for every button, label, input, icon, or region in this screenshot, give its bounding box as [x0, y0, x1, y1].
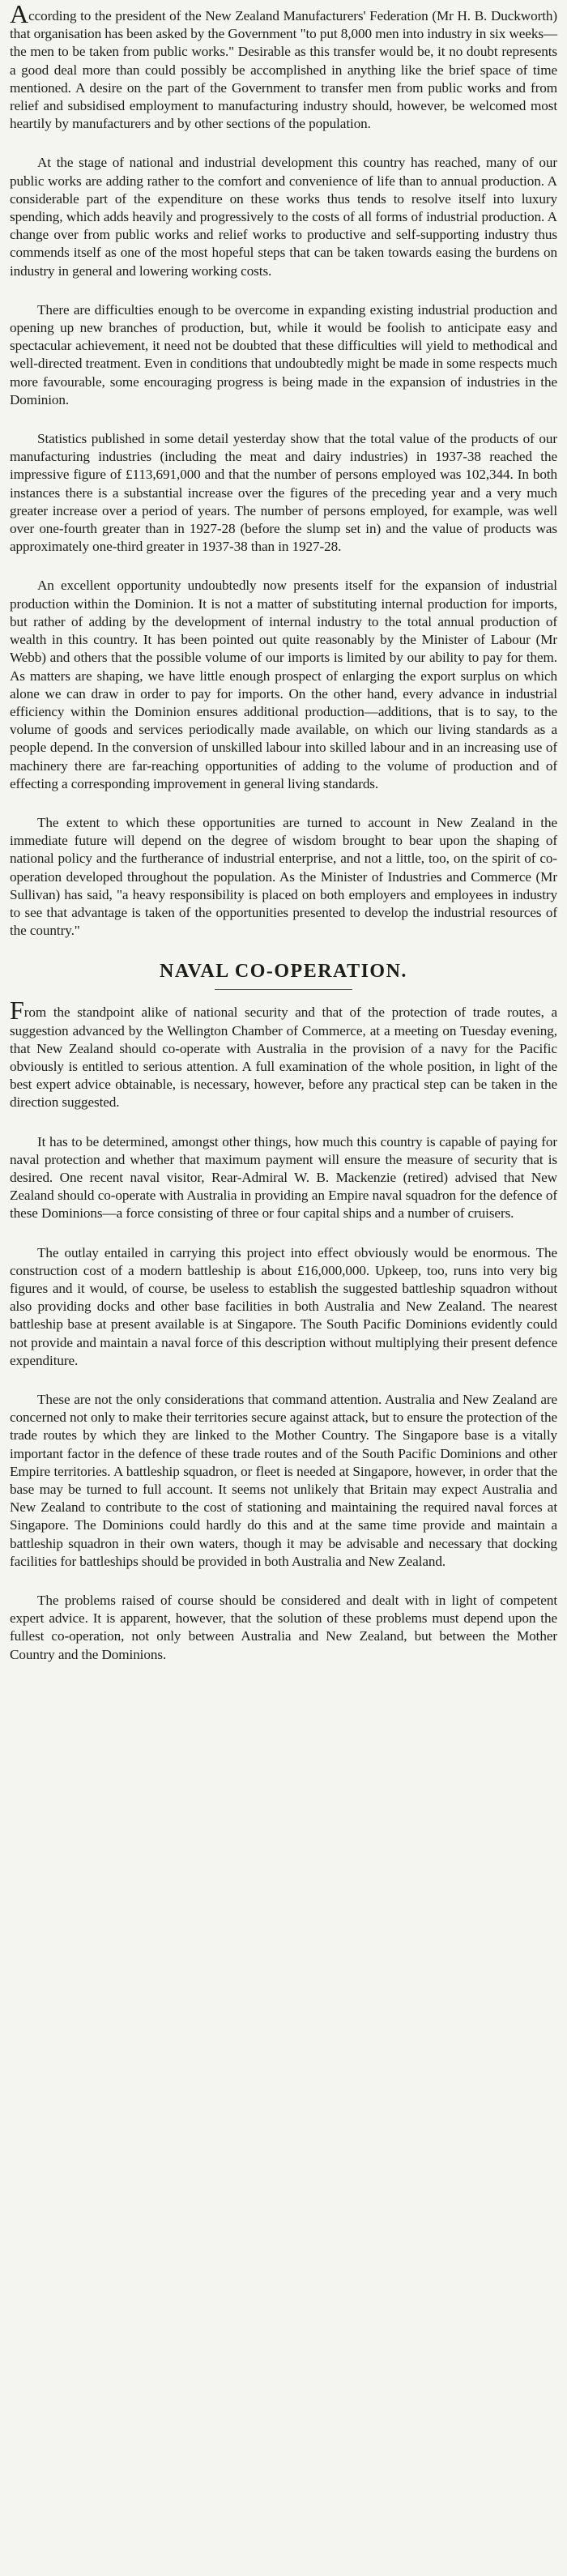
paragraph-text: ccording to the president of the New Zealand Manufacturers' Federation (Mr H. B. Duckworth) that organisation has been asked by the Government "to put 8,000 men into industry in six weeks—the men to be taken from public works." Desirable as this transfer would be, it no doubt represents a good deal more than could possibly be accomplished in anything like the brief space of time mentioned. A desire on the part of the Government to transfer men from public works and from relief and subsidised employment to manufacturing industry should, however, be welcomed most heartily by manufacturers and by other sections of the population.: [10, 8, 557, 132]
drop-cap: A: [10, 0, 29, 28]
article-paragraph: It has to be determined, amongst other things, how much this country is capable of paying for naval protection and whether that maximum payment will ensure the measure of security that is desired. One recent naval visitor, Rear-Admiral W. B. Mackenzie (retired) advised that New Zealand should co-operate with Australia in providing an Empire naval squadron for the defence of these Dominions—a force consisting of three or four capital ships and a number of cruisers.: [10, 1133, 557, 1222]
editorial-naval: [10, 961, 557, 1664]
article-paragraph: [10, 0, 557, 133]
headline-text: NAVAL CO-OPERATION.: [160, 961, 407, 983]
article-paragraph: At the stage of national and industrial development this country has reached, many of our public works are adding rather to the comfort and convenience of life than to annual production. A considerable part of the expenditure on these works thus tends to resolve itself into luxury spending, which adds heavily and progressively to the costs of all forms of industrial production. A change over from public works and relief works to productive and self-supporting industry thus commends itself as one of the most hopeful steps that can be taken towards easing the burdens on industry in general and lowering working costs.: [10, 155, 557, 279]
article-paragraph: These are not the only considerations that command attention. Australia and New Zealand are concerned not only to make their territories secure against attack, but to ensure the protection of the trade routes by which they are linked to the Mother Country. The Singapore base is a vitally important factor in the defence of these trade routes and of the South Pacific Dominions and other Empire territories. A battleship squadron, or fleet is needed at Singapore, however, in order that the base may be turned to full account. It seems not unlikely that Britain may expect Australia and New Zealand to contribute to the cost of stationing and maintaining the required naval forces at Singapore. The Dominions could hardly do this and at the same time provide and maintain a battleship squadron in their own waters, though it may be advisable and necessary that docking facilities for battleships should be provided in both Australia and New Zealand.: [10, 1392, 557, 1569]
article-paragraph: The outlay entailed in carrying this project into effect obviously would be enormous. The construction cost of a modern battleship is about £16,000,000. Upkeep, too, runs into very big figures and it would, of course, be useless to establish the suggested battleship squadron without also providing docks and other base facilities in both Australia and New Zealand. The nearest battleship base at present available is at Singapore. The South Pacific Dominions evidently could not provide and maintain a naval force of this description without multiplying their present defence expenditure.: [10, 1244, 557, 1368]
article-paragraph: There are difficulties enough to be overcome in expanding existing industrial production and opening up new branches of production, but, while it would be foolish to anticipate easy and spectacular achievement, it need not be doubted that these difficulties will yield to methodical and well-directed treatment. Even in conditions that undoubtedly might be made in some respects much more favourable, some encouraging progress is being made in the expansion of industries in the Dominion.: [10, 301, 557, 407]
article-paragraph: The extent to which these opportunities are turned to account in New Zealand in the immediate future will depend on the degree of wisdom brought to bear upon the shaping of national policy and the furtherance of industrial enterprise, and not a little, too, on the spirit of co-operation developed throughout the population. As the Minister of Industries and Commerce (Mr Sullivan) has said, "a heavy responsibility is placed on both employers and employees in industry to see that advantage is taken of the opportunities presented to develop the industrial resources of the country.": [10, 814, 557, 939]
article-headline: [10, 961, 557, 990]
article-paragraph: The problems raised of course should be considered and dealt with in light of competent expert advice. It is apparent, however, that the solution of these problems must depend upon the fullest co-operation, not only between Australia and New Zealand, but between the Mother Country and the Dominions.: [10, 1593, 557, 1662]
article-paragraph: [10, 996, 557, 1111]
paragraph-text: rom the standpoint alike of national security and that of the protection of trade routes, a suggestion advanced by the Wellington Chamber of Commerce, at a meeting on Tuesday evening, that New Zealand should co-operate with Australia in the provision of a navy for the Pacific obviously is entitled to serious attention. A full examination of the whole position, in light of the best expert advice obtainable, is necessary, however, before any practical step can be taken in the direction suggested.: [10, 1004, 557, 1111]
article-paragraph: An excellent opportunity undoubtedly now presents itself for the expansion of industrial production within the Dominion. It is not a matter of substituting internal production for imports, but rather of adding by the development of internal industry to the total annual production of wealth in this country. It has been pointed out quite reasonably by the Minister of Labour (Mr Webb) and others that the possible volume of our imports is limited by our ability to pay for them. As matters are shaping, we have little enough prospect of enlarging the export surplus on which alone we can draw in order to pay for imports. On the other hand, every advance in industrial efficiency within the Dominion ensures additional production—additions, that is to say, to the volume of goods and services periodically made available, on which our living standards as a people depend. In the conversion of unskilled labour into skilled labour and in an increasing use of machinery there are far-reaching opportunities of adding to the volume of production and of effecting a corresponding improvement in general living standards.: [10, 578, 557, 791]
article-paragraph: Statistics published in some detail yesterday show that the total value of the products of our manufacturing industries (including the meat and dairy industries) in 1937-38 reached the impressive figure of £113,691,000 and that the number of persons employed was 102,344. In both instances there is a substantial increase over the figures of the preceding year and a very much greater increase over a period of years. The number of persons employed, for example, was well over one-fourth greater than in 1927-28 (before the slump set in) and the value of products was approximately one-third greater in 1937-38 than in 1927-28.: [10, 431, 557, 555]
editorial-industry: [10, 0, 557, 940]
headline-rule: [215, 989, 352, 990]
newspaper-page: [10, 0, 557, 1664]
drop-cap: F: [10, 996, 24, 1026]
